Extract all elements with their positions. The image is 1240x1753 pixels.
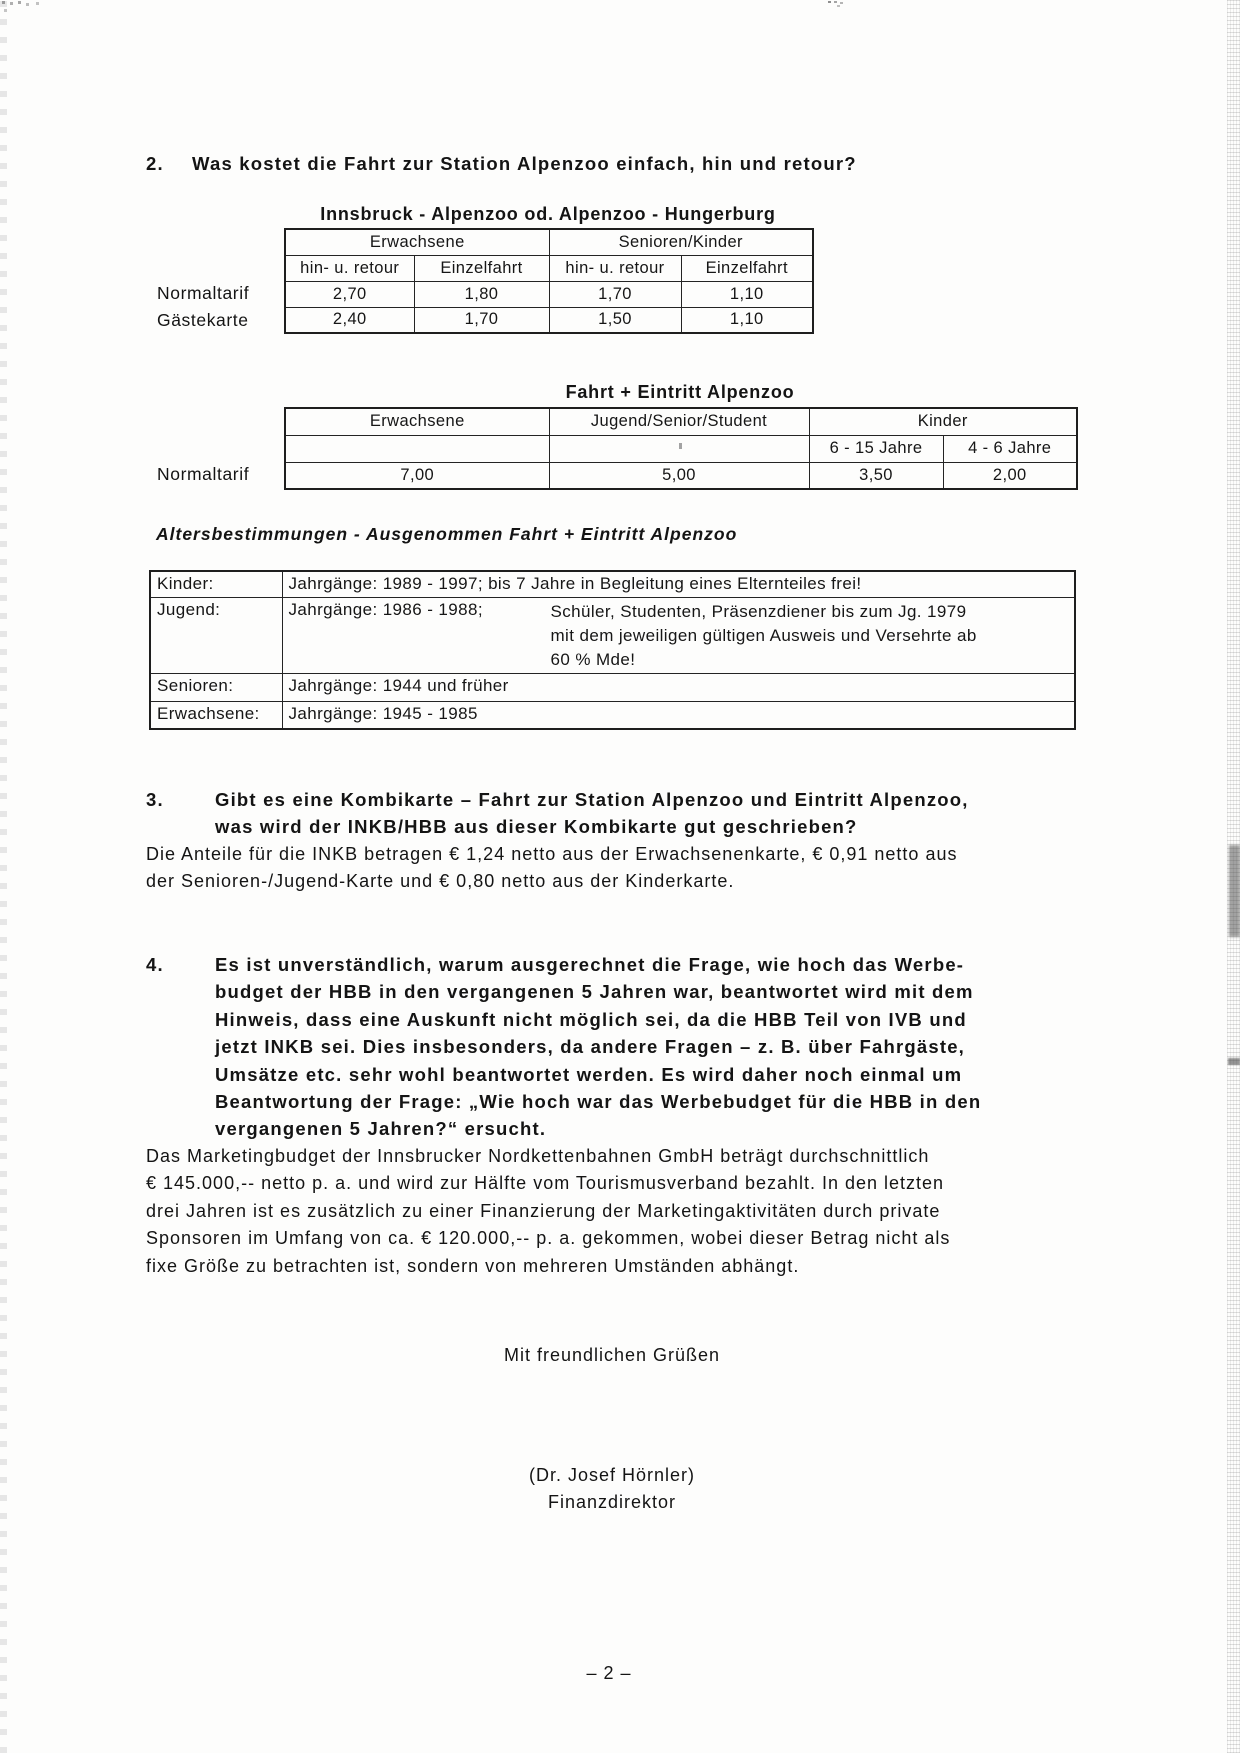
fare-table-col-header-row: [285, 255, 813, 281]
fare-table-title: Innsbruck - Alpenzoo od. Alpenzoo - Hungerburg: [320, 204, 776, 224]
combo-table-col-header: Erwachsene: [285, 408, 549, 435]
table-row: [150, 571, 1075, 597]
combo-cell: 3,50: [809, 462, 943, 489]
fare-table-row-label-normaltarif: Normaltarif: [157, 283, 250, 303]
fare-cell: 1,10: [681, 281, 813, 307]
combo-table-col-header: Jugend/Senior/Student: [549, 408, 809, 435]
table-row: [150, 597, 1075, 673]
combo-table-age-header: 6 - 15 Jahre: [809, 435, 943, 462]
question4-title-line: budget der HBB in den vergangenen 5 Jahren war, beantwortet wird mit dem: [215, 981, 974, 1003]
fare-table-group-header-row: [285, 229, 813, 255]
table-row: [285, 462, 1077, 489]
combo-table-header-row: [285, 408, 1077, 435]
question4-title-line: jetzt INKB sei. Dies insbesonders, da andere Fragen – z. B. über Fahrgäste,: [215, 1036, 966, 1058]
signer-name: (Dr. Josef Hörnler): [528, 1465, 696, 1485]
empty-cell: [285, 435, 549, 462]
age-row-detail: [551, 600, 1075, 672]
answer-line: Die Anteile für die INKB betragen € 1,24 netto aus der Erwachsenenkarte, € 0,91 netto aus: [146, 844, 958, 864]
scan-artifact: [1229, 845, 1240, 937]
fare-table-group-header: Senioren/Kinder: [549, 229, 813, 255]
scan-artifact: [2, 1, 5, 4]
question4-title-line: Es ist unverständlich, warum ausgerechnet die Frage, wie hoch das Werbe-: [215, 954, 965, 975]
scan-artifact: [828, 1, 831, 3]
question3-title: [215, 786, 969, 841]
age-table: [149, 570, 1076, 730]
combo-table-subheader-row: [285, 435, 1077, 462]
scan-noise-left-edge: [0, 0, 7, 1753]
answer-line: Das Marketingbudget der Innsbrucker Nordkettenbahnen GmbH beträgt durchschnittlich: [146, 1146, 930, 1166]
question4-title-line: Hinweis, dass eine Auskunft nicht möglich sei, da die HBB Teil von IVB und: [215, 1008, 967, 1030]
table-row: [150, 673, 1075, 701]
combo-table-col-header: Kinder: [809, 408, 1077, 435]
fare-table-row-label-gaestekarte: Gästekarte: [157, 310, 249, 330]
age-row-text: Jahrgänge: 1945 - 1985: [282, 701, 1075, 729]
question3-title-line: was wird der INKB/HBB aus dieser Kombikarte gut geschrieben?: [215, 816, 858, 838]
closing-salutation: Mit freundlichen Grüßen: [503, 1345, 721, 1365]
answer-line: € 145.000,-- netto p. a. und wird zur Hälfte vom Tourismusverband bezahlt. In den letzten: [146, 1173, 945, 1194]
table-row: [285, 281, 813, 307]
question4-title-line: vergangenen 5 Jahren?“ ersucht.: [215, 1118, 547, 1140]
combo-cell: 2,00: [943, 462, 1077, 489]
age-row-text: Jahrgänge: 1944 und früher: [282, 673, 1075, 701]
table-row: [285, 307, 813, 333]
combo-table-title: Fahrt + Eintritt Alpenzoo: [565, 382, 795, 402]
scan-artifact: [679, 443, 682, 449]
fare-cell: 1,50: [549, 307, 681, 333]
question4-title-line: Umsätze etc. sehr wohl beantwortet werden. Es wird daher noch einmal um: [215, 1063, 963, 1085]
fare-table: [284, 228, 814, 334]
scan-artifact: [1228, 1058, 1240, 1065]
fare-cell: 2,40: [285, 307, 414, 333]
age-row-text: [282, 597, 1075, 673]
age-row-text: Jahrgänge: 1989 - 1997; bis 7 Jahre in Begleitung eines Elternteiles frei!: [282, 571, 1075, 597]
question2-title: Was kostet die Fahrt zur Station Alpenzoo einfach, hin und retour?: [192, 153, 857, 174]
answer-line: fixe Größe zu betrachten ist, sondern von mehreren Umständen abhängt.: [146, 1255, 800, 1276]
fare-table-col-header: hin- u. retour: [285, 255, 414, 281]
signature-block: [0, 1462, 1224, 1517]
fare-cell: 2,70: [285, 281, 414, 307]
fare-table-col-header: Einzelfahrt: [414, 255, 549, 281]
fare-table-group-header: Erwachsene: [285, 229, 549, 255]
age-detail-line: mit dem jeweiligen gültigen Ausweis und Versehrte ab: [550, 625, 977, 645]
answer-line: Sponsoren im Umfang von ca. € 120.000,-- p. a. gekommen, wobei dieser Betrag nicht als: [146, 1228, 951, 1249]
question4-title: [215, 951, 981, 1143]
fare-table-col-header: Einzelfahrt: [681, 255, 813, 281]
age-row-label: Erwachsene:: [150, 701, 282, 729]
fare-cell: 1,80: [414, 281, 549, 307]
age-row-label: Kinder:: [150, 571, 282, 597]
age-row-label: Senioren:: [150, 673, 282, 701]
empty-cell: [549, 435, 809, 462]
question4-answer: [146, 1143, 950, 1280]
age-table-title: Altersbestimmungen - Ausgenommen Fahrt + Eintritt Alpenzoo: [156, 524, 738, 544]
age-detail-line: Schüler, Studenten, Präsenzdiener bis zum Jg. 1979: [550, 601, 967, 621]
age-detail-line: 60 % Mde!: [550, 649, 636, 669]
page-number: – 2 –: [586, 1663, 632, 1683]
combo-cell: 5,00: [549, 462, 809, 489]
answer-line: drei Jahren ist es zusätzlich zu einer Finanzierung der Marketingaktivitäten durch private: [146, 1200, 941, 1221]
combo-table-age-header: 4 - 6 Jahre: [943, 435, 1077, 462]
combo-cell: 7,00: [285, 462, 549, 489]
fare-cell: 1,70: [549, 281, 681, 307]
question3-answer: [146, 841, 957, 896]
fare-cell: 1,10: [681, 307, 813, 333]
table-row: [150, 701, 1075, 729]
age-row-years: Jahrgänge: 1986 - 1988;: [288, 599, 483, 619]
age-row-label: Jugend:: [150, 597, 282, 673]
fare-table-col-header: hin- u. retour: [549, 255, 681, 281]
fare-cell: 1,70: [414, 307, 549, 333]
question3-title-line: Gibt es eine Kombikarte – Fahrt zur Station Alpenzoo und Eintritt Alpenzoo,: [215, 789, 969, 810]
question2-number: 2.: [146, 153, 164, 174]
signer-title: Finanzdirektor: [547, 1492, 677, 1513]
answer-line: der Senioren-/Jugend-Karte und € 0,80 netto aus der Kinderkarte.: [146, 871, 735, 892]
question4-title-line: Beantwortung der Frage: „Wie hoch war das Werbebudget für die HBB in den: [215, 1091, 982, 1113]
question4-number: 4.: [146, 954, 164, 975]
question3-number: 3.: [146, 789, 164, 810]
combo-table: [284, 407, 1078, 490]
combo-table-row-label-normaltarif: Normaltarif: [157, 464, 250, 484]
